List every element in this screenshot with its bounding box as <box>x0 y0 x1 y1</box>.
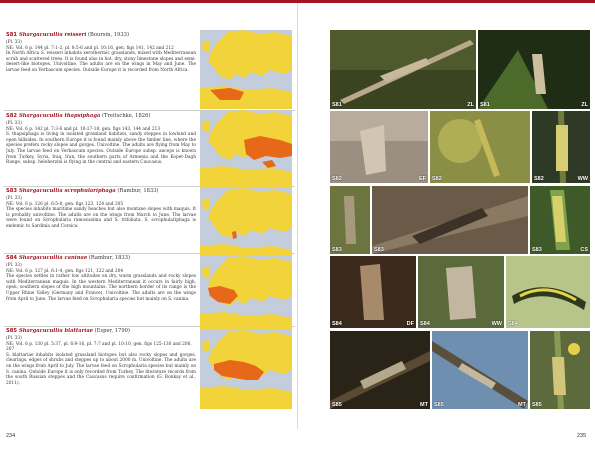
species-description: The species inhabits maritime sandy beaches but also montane slopes with maquis. It is probably univoltine. The adults are on the wings from March to June. The larvae were found on Scrophularia ramosissima and S. trifoliata. S. scrophulariphaga is endemic to Sardinia and Corsica. <box>6 207 196 229</box>
species-name: Shargacucullia thapsiphaga <box>18 113 101 119</box>
entry-s85 <box>6 328 196 408</box>
photo-label: S85 <box>434 402 444 408</box>
entry-s82 <box>6 113 196 185</box>
ne-ref: NE: Vol. 6 p. 130 pl. 5:37, pl. 6:9-16, pl. 7:7 and pl. 10:10, gen. figs 125-130 and 206, 207 <box>6 341 192 353</box>
photo-s84-adult-grey <box>418 256 504 328</box>
species-description: S. thapsiphaga is living in isolated grassland habitats, sandy steppes in lowland and open hillsides. In southern Europe it is found mainly above the timber line, where the species prefers rocky slopes and gorges. Univoltine. The adults are flying from May to July. The larvae feed on Verbascum species. Outside Europe subsp. anceps is known from Turkey, Syria, Iraq, Iran, the southern parts of Armenia and the Kopet-Dagh Range, subsp. heloherzini is flying in the central and eastern Caucasus. <box>6 132 196 166</box>
entry-number: S85 <box>6 328 17 334</box>
distribution-map-s81 <box>200 30 292 109</box>
entry-number: S81 <box>6 32 17 38</box>
species-name: Shargacucullia scrophulariphaga <box>18 188 116 194</box>
species-author: (Boursin, 1933) <box>88 32 129 38</box>
photo-credit: DF <box>406 321 414 327</box>
photo-s84-larva <box>506 256 590 328</box>
photo-label: S82 <box>432 176 442 182</box>
page-number-right: 235 <box>577 433 587 439</box>
photo-label: S82 <box>534 176 544 182</box>
species-author: (Rambur, 1833) <box>88 255 131 261</box>
photo-label: S84 <box>420 321 430 327</box>
species-name: Shargacucullia reisseri <box>18 32 87 38</box>
entry-s81 <box>6 32 196 112</box>
photo-s85-adult-twig <box>330 331 430 409</box>
photo-credit: WW <box>577 176 588 182</box>
species-author: (Rambur, 1833) <box>117 188 159 194</box>
photo-label: S81 <box>332 102 342 108</box>
entry-s83 <box>6 188 196 254</box>
ne-ref: NE: Vol. 6 p. 127 pl. 6:1-4, gen. figs 121, 122 and 204 <box>6 268 124 274</box>
photo-label: S82 <box>332 176 342 182</box>
page-number-left: 234 <box>6 433 16 439</box>
page-gutter <box>297 3 298 429</box>
photo-s84-adult-brown <box>330 256 416 328</box>
plate-ref: (Pl. 33) <box>6 40 22 45</box>
entry-s84 <box>6 255 196 325</box>
distribution-map-s85 <box>200 330 292 409</box>
photo-s85-adult-branch <box>432 331 528 409</box>
photo-s83-adult-grass <box>330 186 370 254</box>
photo-credit: ZL <box>581 102 588 108</box>
photo-s83-adult-wood <box>372 186 528 254</box>
photo-label: S85 <box>332 402 342 408</box>
distribution-map-s84 <box>200 256 292 335</box>
photo-s81-adult-leaf <box>478 30 590 109</box>
photo-s81-adult-stem <box>330 30 476 109</box>
species-author: (Treitschke, 1826) <box>101 113 151 119</box>
plate-ref: (Pl. 33) <box>6 336 22 341</box>
plate-ref: (Pl. 33) <box>6 196 22 201</box>
species-description: The species settles in rather low altitudes on dry, warm grasslands and rocky slopes with Mediterranean maquis. In the western Mediterranean it occurs in fairly high, open, southern slopes of the high mountains. The northern border of its range is the Upper Rhine Valley (Germany and France). Univoltine. The adults are on the wings from April to June. The larvae feed on Scrophularia species but mainly on S. canina. <box>6 274 196 302</box>
photo-label: S81 <box>480 102 490 108</box>
entry-number: S84 <box>6 255 17 261</box>
photo-credit: ZL <box>467 102 474 108</box>
ne-ref: NE: Vol. 6 p. 142 pl. 7:3-6 and pl. 10:17-18, gen. figs 143, 144 and 213 <box>6 126 161 132</box>
photo-s82-adult <box>330 111 428 183</box>
plate-ref: (Pl. 33) <box>6 121 22 126</box>
photo-label: S85 <box>532 402 542 408</box>
photo-credit: WW <box>491 321 502 327</box>
photo-s82-larva <box>430 111 530 183</box>
species-author: (Esper, 1790) <box>94 328 130 334</box>
photo-label: S84 <box>508 321 518 327</box>
species-name: Shargacucullia blattariae <box>18 328 93 334</box>
photo-credit: MT <box>420 402 428 408</box>
species-description: In North Africa S. reisseri inhabits xerothermic grasslands, mixed with Mediterranean scrub and scattered trees. It is found also in hot, dry, stony limestone slopes and semi-desert-like biotopes. Univoltine. The adults are on the wings in May and June. The larvae feed on Verbascum species. Outside Europe it is recorded from North Africa. <box>6 51 196 73</box>
photo-label: S83 <box>332 247 342 253</box>
photo-s85-larva <box>530 331 590 409</box>
entry-number: S83 <box>6 188 17 194</box>
photo-s83-larva <box>530 186 590 254</box>
entry-number: S82 <box>6 113 17 119</box>
photo-label: S83 <box>374 247 384 253</box>
photo-credit: CS <box>580 247 588 253</box>
photo-credit: MT <box>518 402 526 408</box>
photo-credit: EF <box>418 176 426 182</box>
ne-ref: NE: Vol. 6 p. 144 pl. 7:1-2, pl. 8:5-6 and pl. 10:16, gen. figs 141, 142 and 212 <box>6 45 174 51</box>
photo-s82-larva-stalk <box>532 111 590 183</box>
distribution-map-s82 <box>200 110 292 189</box>
species-name: Shargacucullia caninae <box>18 255 88 261</box>
photo-label: S83 <box>532 247 542 253</box>
species-description: S. blattariae inhabits isolated grassland biotopes but also rocky slopes and gorges, clearings, edges of shrubs and steppes up to about 2000 m. Univoltine. The adults are on the wings from April to July. The larvae feed on Scrophularia species but mainly on S. canina. Outside Europe it is only recorded from Turkey. The literature records from the south Russian steppes and the Caucasus require confirmation (G. Ronkay et al., 2011). <box>6 352 196 386</box>
plate-ref: (Pl. 33) <box>6 263 22 268</box>
photo-label: S84 <box>332 321 342 327</box>
ne-ref: NE: Vol. 6 p. 126 pl. 6:5-8, gen. figs 123, 124 and 205 <box>6 201 124 207</box>
